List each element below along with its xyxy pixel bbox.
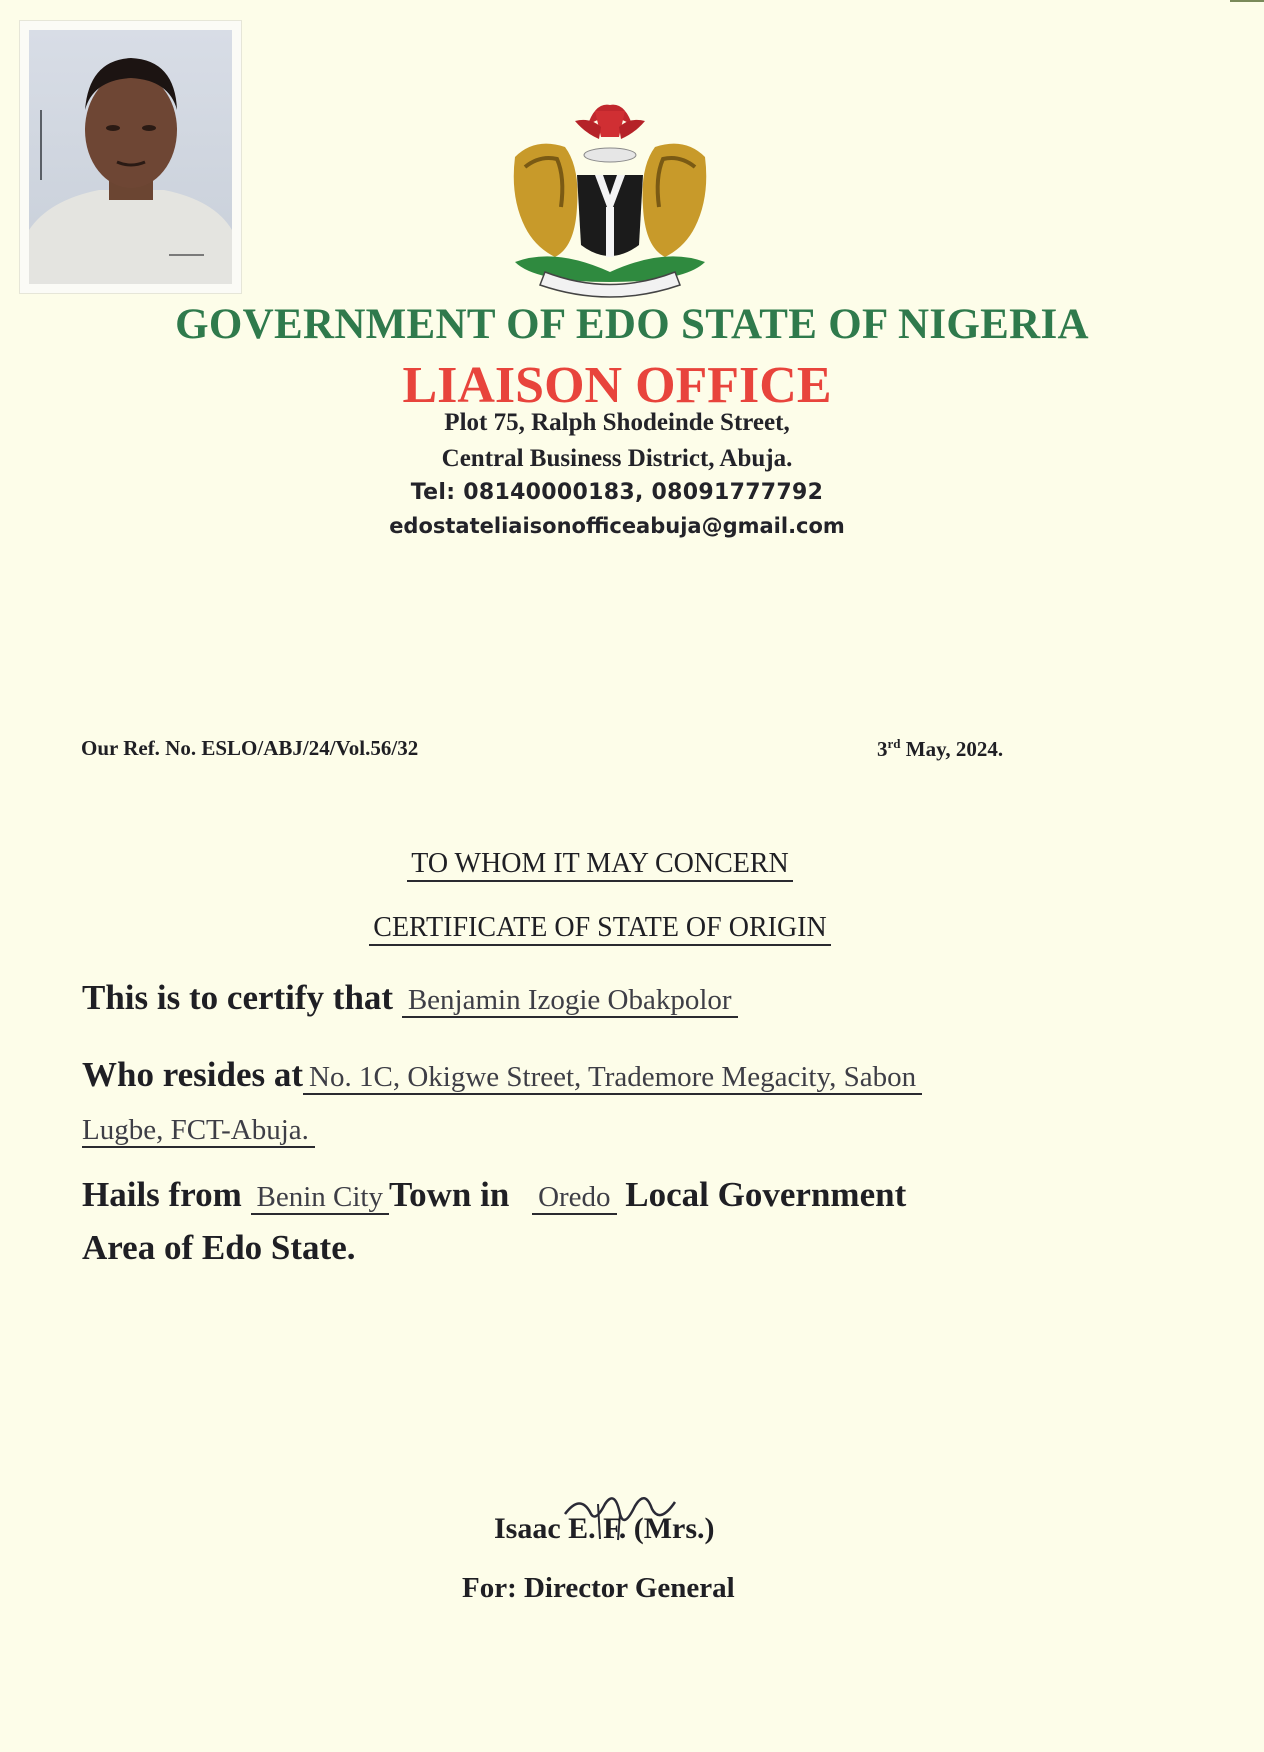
signer-designation: For: Director General xyxy=(462,1572,735,1604)
coat-of-arms-icon xyxy=(495,97,725,302)
residence-line-2 xyxy=(82,1108,315,1148)
hails-label: Hails from xyxy=(82,1175,242,1214)
address-line1: Plot 75, Ralph Shodeinde Street, xyxy=(444,409,790,436)
lga-label: Local Government xyxy=(625,1175,907,1214)
letter-date xyxy=(877,736,1003,762)
edge-line xyxy=(1230,0,1264,2)
concern-title: TO WHOM IT MAY CONCERN xyxy=(0,848,1200,880)
residence-address-part1: No. 1C, Okigwe Street, Trademore Megacity, Sabon xyxy=(303,1061,922,1095)
signer-name: Isaac E. F. (Mrs.) xyxy=(494,1512,715,1545)
office-title: LIAISON OFFICE xyxy=(402,357,832,414)
residence-address-part2: Lugbe, FCT-Abuja. xyxy=(82,1114,315,1148)
town-label: Town in xyxy=(389,1175,510,1214)
origin-line xyxy=(82,1175,906,1215)
certify-line xyxy=(82,978,738,1018)
date-day: 3 xyxy=(877,737,888,761)
holder-name: Benjamin Izogie Obakpolor xyxy=(402,984,738,1018)
email-address: edostateliaisonofficeabuja@gmail.com xyxy=(389,514,845,538)
reference-number: Our Ref. No. ESLO/ABJ/24/Vol.56/32 xyxy=(81,736,419,760)
passport-photo xyxy=(20,21,241,293)
resides-label: Who resides at xyxy=(82,1055,304,1094)
address-line2: Central Business District, Abuja. xyxy=(441,445,793,472)
lga-value: Oredo xyxy=(532,1181,616,1215)
certificate-title: CERTIFICATE OF STATE OF ORIGIN xyxy=(0,912,1200,944)
date-rest: May, 2024. xyxy=(900,737,1004,761)
date-suffix: rd xyxy=(887,736,901,751)
town-value: Benin City xyxy=(251,1181,389,1215)
state-line: Area of Edo State. xyxy=(82,1228,356,1267)
residence-line xyxy=(82,1055,922,1095)
certify-label: This is to certify that xyxy=(82,978,394,1017)
government-title: GOVERNMENT OF EDO STATE OF NIGERIA xyxy=(175,301,1089,348)
telephone: Tel: 08140000183, 08091777792 xyxy=(410,480,824,505)
